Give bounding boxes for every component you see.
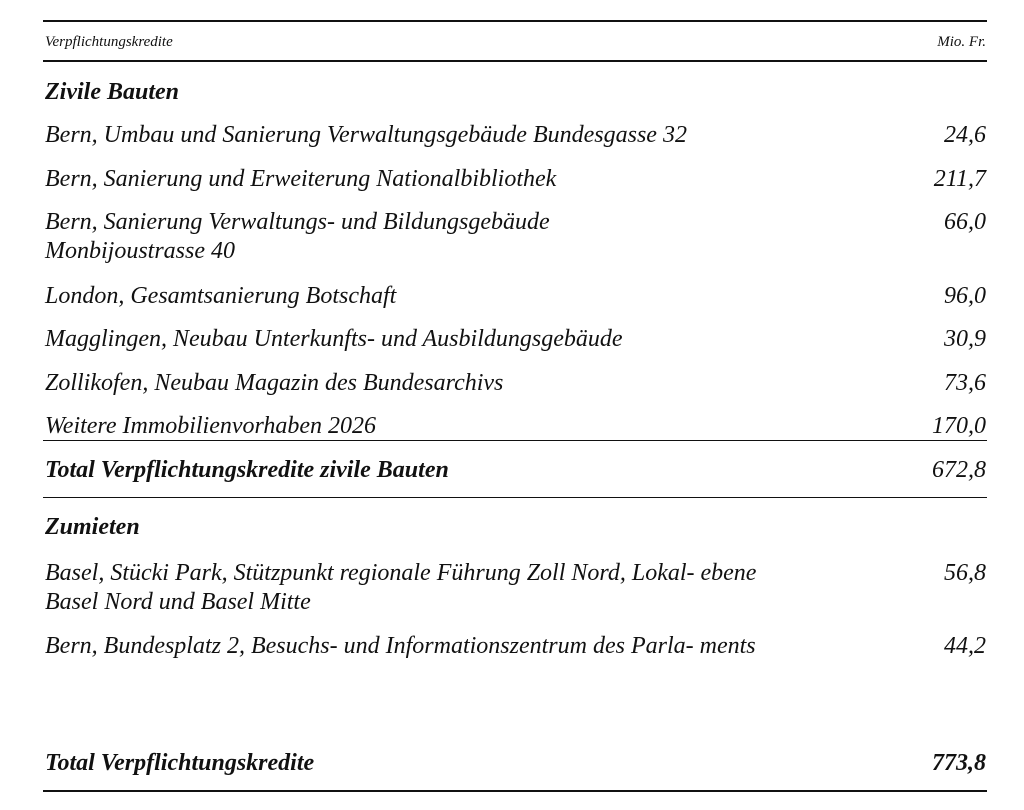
bottom-rule — [43, 790, 987, 792]
section-heading: Zivile Bauten — [45, 79, 179, 105]
row-value: 56,8 — [944, 560, 986, 586]
row-label: London, Gesamtsanierung Botschaft — [45, 283, 397, 309]
row-label: Bern, Umbau und Sanierung Verwaltungsgebäude Bundesgasse 32 — [45, 122, 687, 148]
column-header-label: Verpflichtungskredite — [45, 34, 173, 50]
row-label: Magglingen, Neubau Unterkunfts- und Ausbildungsgebäude — [45, 326, 623, 352]
row-value: 73,6 — [944, 370, 986, 396]
row-label: Bern, Bundesplatz 2, Besuchs- und Informationszentrum des Parla- ments — [45, 633, 756, 659]
row-value: 30,9 — [944, 326, 986, 352]
section-divider — [43, 497, 987, 498]
row-value: 211,7 — [933, 166, 986, 192]
row-label: Bern, Sanierung Verwaltungs- und Bildungsgebäude Monbijoustrasse 40 — [45, 209, 550, 264]
row-value: 44,2 — [944, 633, 986, 659]
subtotal-value: 672,8 — [932, 457, 986, 483]
subtotal-rule — [43, 440, 987, 441]
header-rule — [43, 60, 987, 62]
row-value: 24,6 — [944, 122, 986, 148]
column-header-unit: Mio. Fr. — [937, 34, 986, 50]
subtotal-label: Total Verpflichtungskredite zivile Bauten — [45, 457, 449, 483]
row-label: Weitere Immobilienvorhaben 2026 — [45, 413, 377, 439]
row-value: 66,0 — [944, 209, 986, 235]
top-rule — [43, 20, 987, 22]
row-label: Basel, Stücki Park, Stützpunkt regionale Führung Zoll Nord, Lokal- ebene Basel Nord und Basel Mitte — [45, 560, 757, 615]
section-heading: Zumieten — [45, 514, 140, 540]
row-label: Zollikofen, Neubau Magazin des Bundesarchivs — [45, 370, 504, 396]
grand-total-value: 773,8 — [932, 750, 986, 776]
row-label: Bern, Sanierung und Erweiterung Nationalbibliothek — [45, 166, 557, 192]
grand-total-label: Total Verpflichtungskredite — [45, 750, 315, 776]
row-value: 170,0 — [932, 413, 986, 439]
row-value: 96,0 — [944, 283, 986, 309]
